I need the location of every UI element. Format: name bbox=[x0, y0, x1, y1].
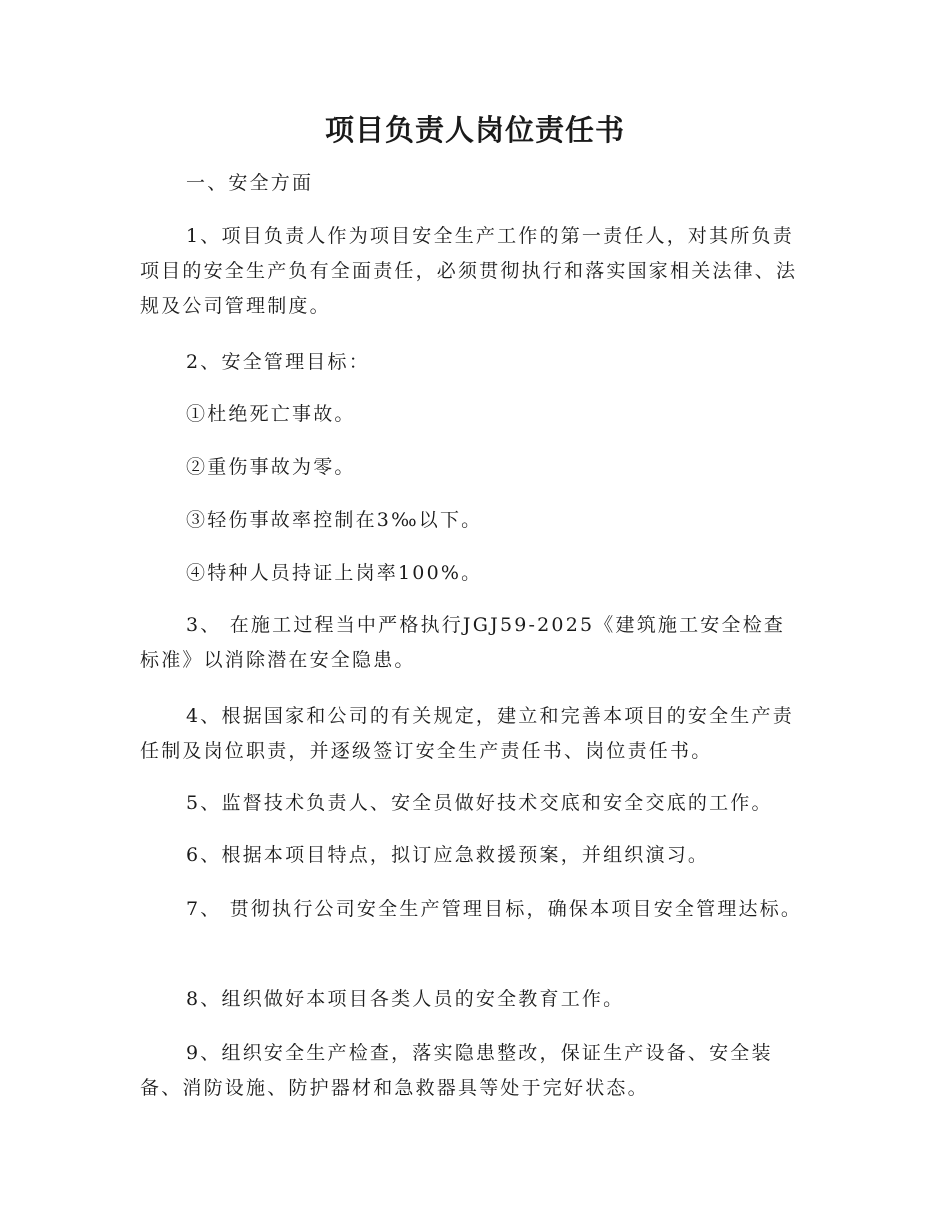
paragraph-item-5: 5、监督技术负责人、安全员做好技术交底和安全交底的工作。 bbox=[186, 792, 773, 814]
paragraph-item-6: 6、根据本项目特点，拟订应急救援预案，并组织演习。 bbox=[186, 844, 710, 866]
paragraph-item-7: 7、 贯彻执行公司安全生产管理目标，确保本项目安全管理达标。 bbox=[186, 898, 803, 920]
paragraph-item-4: 4、根据国家和公司的有关规定，建立和完善本项目的安全生产责任制及岗位职责，并逐级签订安全生产责任书、岗位责任书。 bbox=[140, 705, 794, 762]
paragraph-item-3: 3、 在施工过程当中严格执行JGJ59-2025《建筑施工安全检查标准》以消除潜在安全隐患。 bbox=[140, 614, 786, 671]
paragraph-item-2: 2、安全管理目标： bbox=[186, 351, 370, 373]
section-heading-safety: 一、安全方面 bbox=[186, 172, 314, 194]
paragraph-item-9: 9、组织安全生产检查，落实隐患整改，保证生产设备、安全装备、消防设施、防护器材和急救器具等处于完好状态。 bbox=[140, 1042, 773, 1099]
goal-item-1: ①杜绝死亡事故。 bbox=[186, 403, 356, 425]
goal-item-2: ②重伤事故为零。 bbox=[186, 456, 356, 478]
paragraph-item-8: 8、组织做好本项目各类人员的安全教育工作。 bbox=[186, 988, 625, 1010]
goal-item-4: ④特种人员持证上岗率100%。 bbox=[186, 562, 483, 584]
document-title: 项目负责人岗位责任书 bbox=[324, 113, 625, 147]
goal-item-3: ③轻伤事故率控制在3‰以下。 bbox=[186, 509, 483, 531]
paragraph-item-1: 1、项目负责人作为项目安全生产工作的第一责任人，对其所负责项目的安全生产负有全面责任，必须贯彻执行和落实国家相关法律、法规及公司管理制度。 bbox=[140, 225, 798, 317]
